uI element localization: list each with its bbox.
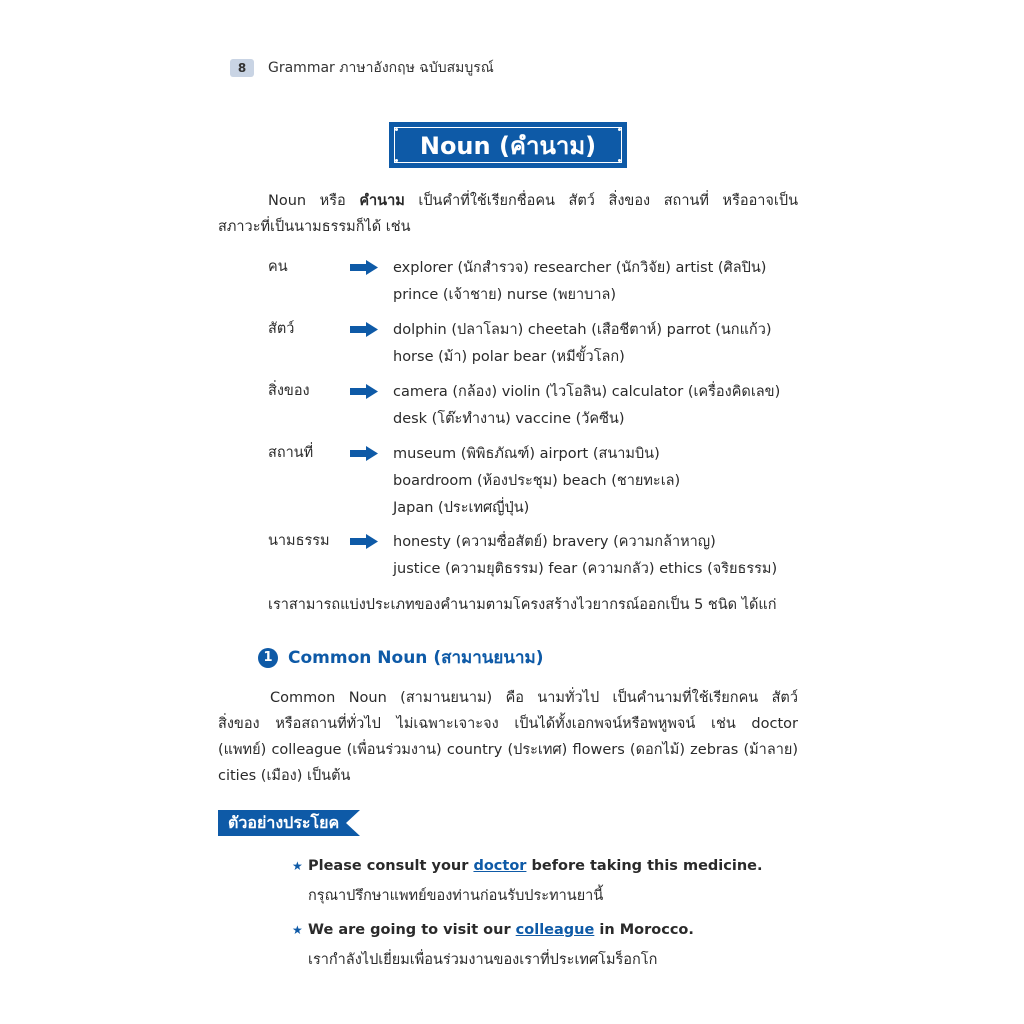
chapter-title-box (389, 122, 627, 168)
right-arrow-icon (350, 445, 378, 461)
category-label: สถานที่ (268, 445, 314, 461)
para-line-2: สิ่งของ หรือสถานที่ทั่วไป ไม่เฉพาะเจาะจง เป็นได้ทั้งเอกพจน์หรือพหูพจน์ เช่น doctor (218, 716, 798, 732)
example-sentences-tag (218, 810, 360, 836)
intro-text: Noun หรือ (268, 193, 360, 209)
example-line: prince (เจ้าชาย) nurse (พยาบาล) (393, 287, 617, 303)
right-arrow-icon (350, 259, 378, 275)
example-line: boardroom (ห้องประชุม) beach (ชายทะเล) (393, 473, 681, 489)
example-line: museum (พิพิธภัณฑ์) airport (สนามบิน) (393, 446, 660, 462)
highlighted-noun: colleague (515, 922, 595, 938)
example-words (393, 529, 777, 583)
page-header (230, 58, 494, 78)
sentence-text: before taking this medicine. (526, 858, 763, 874)
category-label: สิ่งของ (268, 383, 310, 399)
para-line-4: cities (เมือง) เป็นต้น (218, 768, 351, 784)
intro-line-2: สภาวะที่เป็นนามธรรมก็ได้ เช่น (218, 219, 411, 235)
book-title: Grammar ภาษาอังกฤษ ฉบับสมบูรณ์ (268, 60, 494, 76)
sentence-text: in Morocco. (594, 922, 694, 938)
para-line-3: (แพทย์) colleague (เพื่อนร่วมงาน) country (ประเทศ) flowers (ดอกไม้) zebras (ม้าลาย) (218, 742, 798, 758)
sentence-text: Please consult your (308, 858, 474, 874)
common-noun-paragraph (218, 685, 798, 789)
example-words (393, 379, 780, 433)
sentence-english (308, 858, 763, 874)
intro-line-1 (218, 188, 798, 214)
category-label: นามธรรม (268, 533, 330, 549)
chapter-title: Noun (คำนาม) (419, 131, 597, 160)
types-sentence: เราสามารถแบ่งประเภทของคำนามตามโครงสร้างไวยากรณ์ออกเป็น 5 ชนิด ได้แก่ (268, 597, 777, 613)
example-line: horse (ม้า) polar bear (หมีขั้วโลก) (393, 349, 625, 365)
intro-paragraph (218, 188, 798, 240)
sentence-thai: กรุณาปรึกษาแพทย์ของท่านก่อนรับประทานยานี้ (308, 888, 604, 904)
right-arrow-icon (350, 383, 378, 399)
example-line: honesty (ความซื่อสัตย์) bravery (ความกล้าหาญ) (393, 534, 716, 550)
highlighted-noun: doctor (473, 858, 527, 874)
sentence-english (308, 922, 694, 938)
category-label: คน (268, 259, 288, 275)
page-number: 8 (230, 59, 254, 77)
example-words (393, 255, 766, 309)
example-line: Japan (ประเทศญี่ปุ่น) (393, 500, 530, 516)
example-line: justice (ความยุติธรรม) fear (ความกลัว) ethics (จริยธรรม) (393, 561, 778, 577)
para-line-1: Common Noun (สามานยนาม) คือ นามทั่วไป เป็นคำนามที่ใช้เรียกคน สัตว์ (270, 690, 798, 706)
section-title: Common Noun (สามานยนาม) (288, 648, 544, 668)
right-arrow-icon (350, 321, 378, 337)
example-line: dolphin (ปลาโลมา) cheetah (เสือชีตาห์) parrot (นกแก้ว) (393, 322, 772, 338)
tag-label: ตัวอย่างประโยค (228, 813, 340, 832)
example-line: camera (กล้อง) violin (ไวโอลิน) calculator (เครื่องคิดเลข) (393, 384, 781, 400)
star-icon: ★ (292, 859, 303, 873)
example-line: desk (โต๊ะทำงาน) vaccine (วัคซีน) (393, 411, 625, 427)
intro-keyword: คำนาม (359, 193, 405, 209)
example-words (393, 317, 772, 371)
section-number-badge: 1 (258, 648, 278, 668)
star-icon: ★ (292, 923, 303, 937)
example-line: explorer (นักสำรวจ) researcher (นักวิจัย) artist (ศิลปิน) (393, 260, 767, 276)
intro-text: เป็นคำที่ใช้เรียกชื่อคน สัตว์ สิ่งของ สถานที่ หรืออาจเป็น (404, 193, 798, 209)
section-heading (258, 644, 543, 671)
example-words (393, 441, 680, 522)
sentence-thai: เรากำลังไปเยี่ยมเพื่อนร่วมงานของเราที่ประเทศโมร็อกโก (308, 952, 658, 968)
category-label: สัตว์ (268, 321, 295, 337)
right-arrow-icon (350, 533, 378, 549)
sentence-text: We are going to visit our (308, 922, 516, 938)
